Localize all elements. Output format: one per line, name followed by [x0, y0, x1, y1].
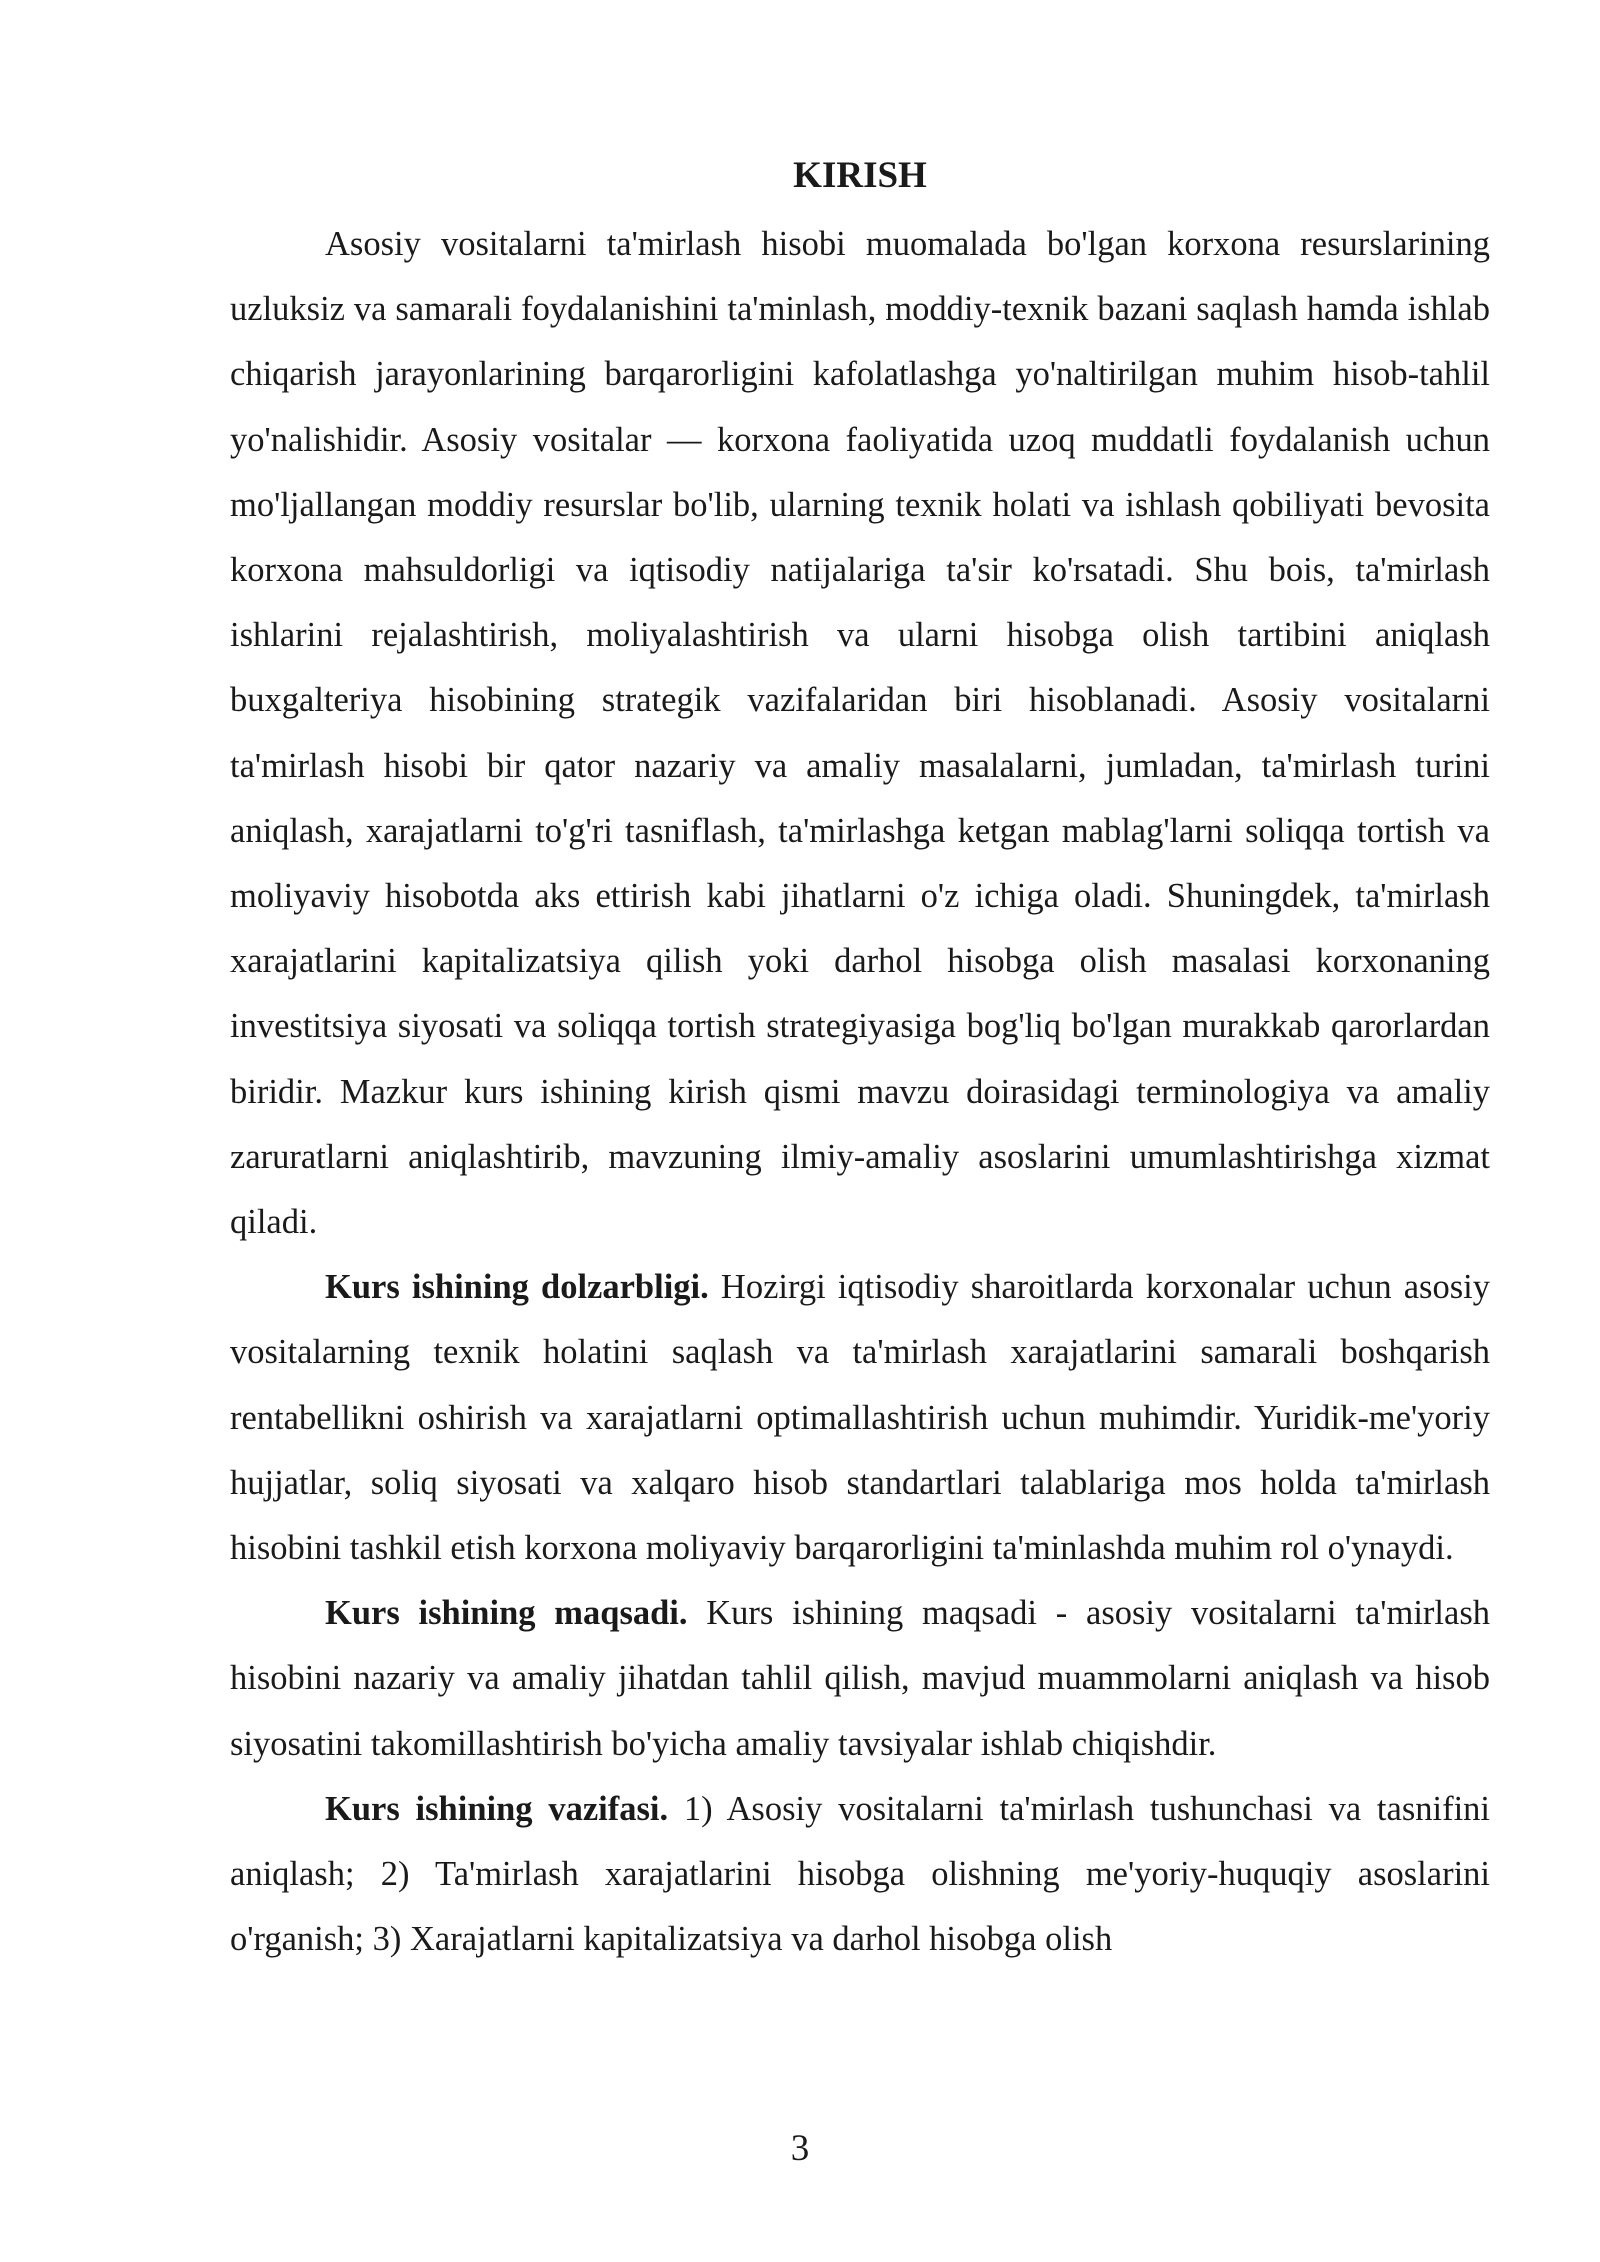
- relevance-paragraph: [230, 1255, 1490, 1581]
- tasks-lead: Kurs ishining vazifasi.: [325, 1789, 669, 1828]
- intro-paragraph: Asosiy vositalarni ta'mirlash hisobi muomalada bo'lgan korxona resurslarining uzluksiz va samarali foydalanishini ta'minlash, moddiy-texnik bazani saqlash hamda ishlab chiqarish jarayonlarining barqarorligini kafolatlashga yo'naltirilgan muhim hisob-tahlil yo'nalishidir. Asosiy vositalar — korxona faoliyatida uzoq muddatli foydalanish uchun mo'ljallangan moddiy resurslar bo'lib, ularning texnik holati va ishlash qobiliyati bevosita korxona mahsuldorligi va iqtisodiy natijalariga ta'sir ko'rsatadi. Shu bois, ta'mirlash ishlarini rejalashtirish, moliyalashtirish va ularni hisobga olish tartibini aniqlash buxgalteriya hisobining strategik vazifalaridan biri hisoblanadi. Asosiy vositalarni ta'mirlash hisobi bir qator nazariy va amaliy masalalarni, jumladan, ta'mirlash turini aniqlash, xarajatlarni to'g'ri tasniflash, ta'mirlashga ketgan mablag'larni soliqqa tortish va moliyaviy hisobotda aks ettirish kabi jihatlarni o'z ichiga oladi. Shuningdek, ta'mirlash xarajatlarini kapitalizatsiya qilish yoki darhol hisobga olish masalasi korxonaning investitsiya siyosati va soliqqa tortish strategiyasiga bog'liq bo'lgan murakkab qarorlardan biridir. Mazkur kurs ishining kirish qismi mavzu doirasidagi terminologiya va amaliy zaruratlarni aniqlashtirib, mavzuning ilmiy-amaliy asoslarini umumlashtirishga xizmat qiladi.: [230, 225, 1490, 1242]
- section-heading: KIRISH: [793, 155, 927, 196]
- goal-lead: Kurs ishining maqsadi.: [325, 1594, 688, 1633]
- goal-paragraph: [230, 1581, 1490, 1777]
- relevance-lead: Kurs ishining dolzarbligi.: [325, 1268, 709, 1307]
- relevance-text: Hozirgi iqtisodiy sharoitlarda korxonalar uchun asosiy vositalarning texnik holatini saqlash va ta'mirlash xarajatlarini samarali boshqarish rentabellikni oshirish va xarajatlarni optimallashtirish uchun muhimdir. Yuridik-me'yoriy hujjatlar, soliq siyosati va xalqaro hisob standartlari talablariga mos holda ta'mirlash hisobini tashkil etish korxona moliyaviy barqarorligini ta'minlashda muhim rol o'ynaydi.: [230, 1268, 1490, 1568]
- page-number: 3: [790, 2128, 810, 2169]
- tasks-paragraph: [230, 1777, 1490, 1973]
- goal-text: Kurs ishining maqsadi - asosiy vositalarni ta'mirlash hisobini nazariy va amaliy jihatdan tahlil qilish, mavjud muammolarni aniqlash va hisob siyosatini takomillashtirish bo'yicha amaliy tavsiyalar ishlab chiqishdir.: [230, 1594, 1490, 1763]
- tasks-text: 1) Asosiy vositalarni ta'mirlash tushunchasi va tasnifini aniqlash; 2) Ta'mirlash xarajatlarini hisobga olishning me'yoriy-huquqiy asoslarini o'rganish; 3) Xarajatlarni kapitalizatsiya va darhol hisobga olish: [230, 1789, 1490, 1959]
- document-page: [230, 148, 1490, 1972]
